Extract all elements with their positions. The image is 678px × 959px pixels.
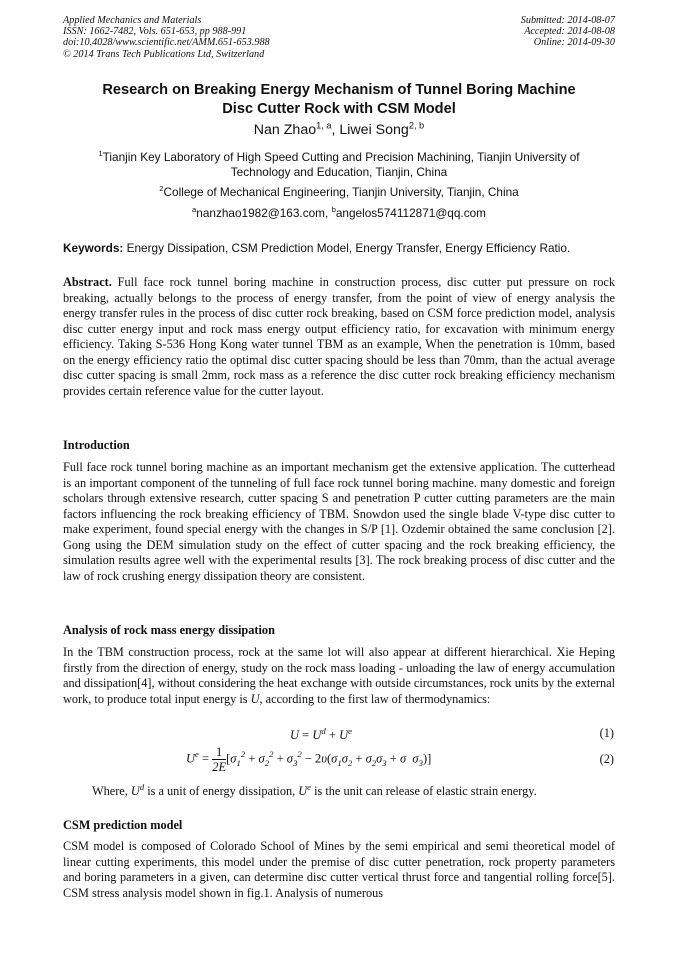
keywords-label: Keywords: <box>63 241 124 255</box>
issn: ISSN: 1662-7482, Vols. 651-653, pp 988-991 <box>63 26 247 38</box>
journal-name: Applied Mechanics and Materials <box>63 15 202 26</box>
where-text-2: is a unit of energy dissipation, <box>144 784 299 799</box>
equation-1: $U = U^d + U^e$ <box>290 726 352 743</box>
accepted-date: Accepted: 2014-08-08 <box>524 26 615 38</box>
dates-header <box>521 15 615 49</box>
where-line <box>92 780 612 800</box>
abstract <box>63 275 615 399</box>
analysis-text-end: , according to the first law of thermodynamics: <box>259 691 491 706</box>
email-b[interactable]: angelos574112871@qq.com <box>335 206 486 220</box>
online-date: Online: 2014-09-30 <box>533 37 615 49</box>
author-1-sup: 1, a <box>316 120 332 131</box>
introduction-heading: Introduction <box>63 438 130 452</box>
title-line-2: Disc Cutter Rock with CSM Model <box>222 101 456 117</box>
affiliation-2-sup: 2 <box>159 184 164 194</box>
affiliation-2-text: College of Mechanical Engineering, Tianjin University, Tianjin, China <box>163 185 519 199</box>
analysis-paragraph <box>63 645 615 707</box>
fraction-numerator: 1 <box>212 745 226 760</box>
symbol-ud: $U^d$ <box>130 782 145 799</box>
submitted-date: Submitted: 2014-08-07 <box>520 15 615 26</box>
author-separator: , <box>331 122 340 138</box>
authors <box>40 122 638 138</box>
email-a[interactable]: nanzhao1982@163.com, <box>196 206 332 220</box>
analysis-text: In the TBM construction process, rock at the same lot will also appear at different hierarchical. Xie Heping firstly from the direction of energy, study on the rock mass loading - unloading the law of energy accumulation and dissipation[4], without considering the heat exchange with outside circumstances, rock units by the external work, to produce total input energy is <box>63 645 615 706</box>
equation-2-fraction <box>212 745 226 774</box>
author-2-sup: 2, b <box>408 120 425 131</box>
introduction-text: Full face rock tunnel boring machine as an important mechanism get the extensive application. The cutterhead is an important component of the tunneling of full face rock tunnel boring machine. many domestic and foreign scholars through extensive research, cutter spacing S and penetration P cutter cutting parameters are the main factors influencing the rock breaking efficiency of TBM. Snowdon used the single blade V-type disc cutter to make experiment, found special energy with the changes in S/P [1]. Ozdemir obtained the same conclusion [2]. Gong using the DEM simulation study on the effect of cutter spacing and the rock breaking efficiency, the simulation results agree well with the experimental results [3]. The rock breaking process of disc cutter and the law of rock crushing energy dissipation theory are consistent. <box>63 460 615 583</box>
equation-2-number: (2) <box>599 752 614 766</box>
csm-text: CSM model is composed of Colorado School of Mines by the semi empirical and semi theoretical model of linear cutting experiments, this model under the premise of disc cutter penetration, rock property parameters and boring parameters in a given, can determine disc cutter vertical thrust force and tangential rolling force[5]. CSM stress analysis model shown in fig.1. Analysis of numerous <box>63 839 615 900</box>
keywords-text: Energy Dissipation, CSM Prediction Model, Energy Transfer, Energy Efficiency Ratio. <box>123 241 571 255</box>
affiliation-1 <box>70 150 608 180</box>
paper-title <box>40 81 638 119</box>
keywords <box>63 241 615 255</box>
affiliation-1-line-2: Technology and Education, Tianjin, China <box>230 165 448 179</box>
analysis-heading: Analysis of rock mass energy dissipation <box>63 623 275 637</box>
fraction-denominator: 2E <box>212 760 227 774</box>
email-a-sup: a <box>192 205 197 215</box>
email-b-sup: b <box>331 205 336 215</box>
doi[interactable]: doi:10.4028/www.scientific.net/AMM.651-653.988 <box>63 37 270 49</box>
affiliation-1-line-1: Tianjin Key Laboratory of High Speed Cutting and Precision Machining, Tianjin University of <box>102 150 580 164</box>
title-line-1: Research on Breaking Energy Mechanism of Tunnel Boring Machine <box>102 82 576 98</box>
abstract-text: Full face rock tunnel boring machine in construction process, disc cutter put pressure on rock breaking, actually belongs to the process of energy transfer, from the point of view of energy analysis the energy transfer rules in the process of disc cutter rock breaking, based on CSM force prediction model, analysis disc cutter energy input and rock mass energy output efficiency ratio, for excavation with minimum energy efficiency. Taking S-536 Hong Kong water tunnel TBM as an example, When the penetration is 10mm, based on the energy efficiency ratio the optimal disc cutter spacing should be less than 70mm, than the actual average disc cutter spacing is small 2mm, rock mass as a reference the disc cutter rock breaking efficiency mechanism provides certain reference value for the cutter layout. <box>63 275 615 398</box>
affiliation-1-sup: 1 <box>98 149 103 159</box>
author-1: Nan Zhao <box>253 122 317 138</box>
copyright: © 2014 Trans Tech Publications Ltd, Switzerland <box>63 48 265 60</box>
where-text-1: Where, <box>92 784 131 799</box>
abstract-label: Abstract. <box>63 275 112 289</box>
equation-2: $U^e$ = $\frac{1}{2E}$ [$\sigma_1^2 + \sigma_2^2 + \sigma_3^2 - 2\upsilon(\sigma_1\sigma_2 + \sigma_2\sigma_3 + \sigma$ $\sigma_3$)] <box>186 745 432 774</box>
emails <box>40 206 638 220</box>
where-text-3: is the unit can release of elastic strain energy. <box>311 784 537 799</box>
csm-heading: CSM prediction model <box>63 818 183 832</box>
affiliation-2 <box>70 185 608 200</box>
author-2: Liwei Song <box>339 122 409 138</box>
equation-1-number: (1) <box>599 726 614 740</box>
journal-header <box>63 15 270 60</box>
symbol-ue: $U^e$ <box>298 782 311 799</box>
analysis-var-u: U <box>250 691 260 706</box>
